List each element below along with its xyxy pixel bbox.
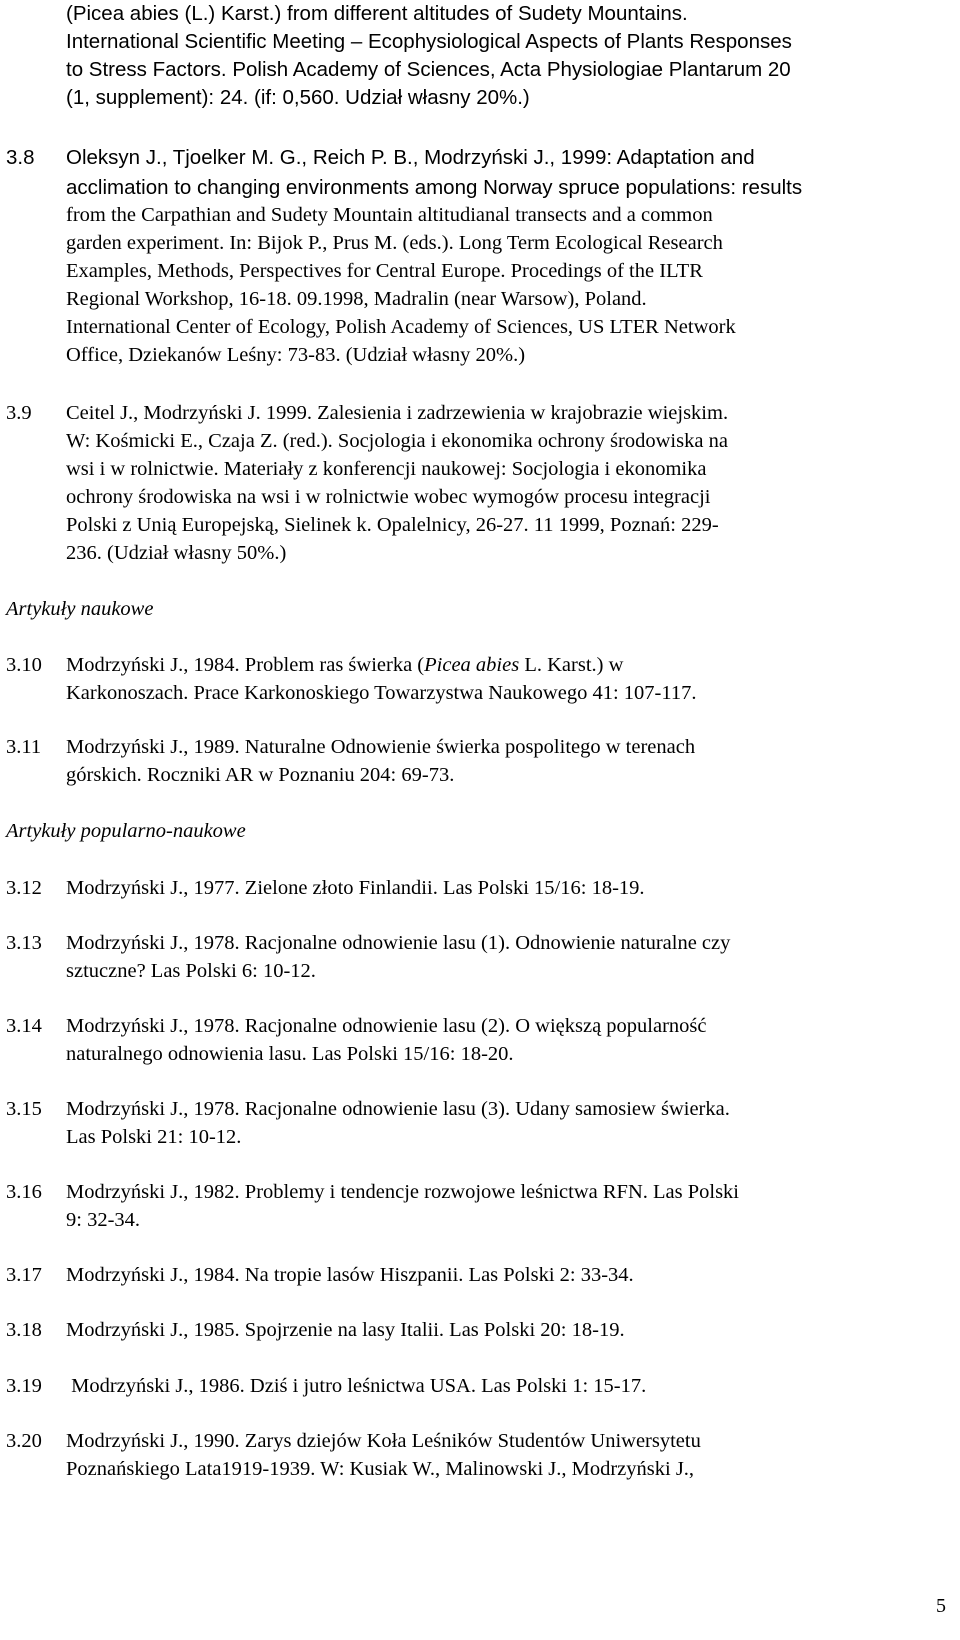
entry-line: Modrzyński J., 1990. Zarys dziejów Koła Leśników Studentów Uniwersytetu <box>66 1430 701 1452</box>
entry-line: naturalnego odnowienia lasu. Las Polski 15/16: 18-20. <box>66 1043 514 1065</box>
entry-line: 9: 32-34. <box>66 1209 141 1231</box>
intro-line: International Scientific Meeting – Ecophysiological Aspects of Plants Responses <box>66 30 792 53</box>
entry-number: 3.16 <box>6 1181 42 1203</box>
entry-number: 3.19 <box>6 1375 42 1397</box>
entry-number: 3.11 <box>6 736 42 758</box>
entry-text: L. Karst.) w <box>519 654 624 676</box>
entry-line: Oleksyn J., Tjoelker M. G., Reich P. B., Modrzyński J., 1999: Adaptation and <box>66 146 755 169</box>
entry-number: 3.18 <box>6 1319 42 1341</box>
entry-line: Ceitel J., Modrzyński J. 1999. Zalesienia i zadrzewienia w krajobrazie wiejskim. <box>66 402 729 424</box>
entry-line: International Center of Ecology, Polish Academy of Sciences, US LTER Network <box>66 316 736 338</box>
entry-line: Modrzyński J., 1978. Racjonalne odnowienie lasu (3). Udany samosiew świerka. <box>66 1098 730 1120</box>
section-heading-articles: Artykuły naukowe <box>6 598 154 620</box>
entry-line: Modrzyński J., 1982. Problemy i tendencje rozwojowe leśnictwa RFN. Las Polski <box>66 1181 739 1203</box>
entry-line: Modrzyński J., 1989. Naturalne Odnowienie świerka pospolitego w terenach <box>66 736 696 758</box>
entry-number: 3.8 <box>6 146 35 169</box>
entry-line: Modrzyński J., 1984. Na tropie lasów Hiszpanii. Las Polski 2: 33-34. <box>66 1264 634 1286</box>
entry-line: Modrzyński J., 1985. Spojrzenie na lasy Italii. Las Polski 20: 18-19. <box>66 1319 625 1341</box>
entry-line: Poznańskiego Lata1919-1939. W: Kusiak W., Malinowski J., Modrzyński J., <box>66 1458 695 1480</box>
entry-line: from the Carpathian and Sudety Mountain altitudianal transects and a common <box>66 204 713 226</box>
entry-line: Modrzyński J., 1977. Zielone złoto Finlandii. Las Polski 15/16: 18-19. <box>66 877 645 899</box>
entry-line: Regional Workshop, 16-18. 09.1998, Madralin (near Warsow), Poland. <box>66 288 647 310</box>
entry-number: 3.17 <box>6 1264 42 1286</box>
entry-line: Karkonoszach. Prace Karkonoskiego Towarzystwa Naukowego 41: 107-117. <box>66 682 697 704</box>
entry-line: wsi i w rolnictwie. Materiały z konferencji naukowej: Socjologia i ekonomika <box>66 458 707 480</box>
entry-line: acclimation to changing environments among Norway spruce populations: results <box>66 176 803 199</box>
entry-number: 3.12 <box>6 877 42 899</box>
entry-line: górskich. Roczniki AR w Poznaniu 204: 69-73. <box>66 764 455 786</box>
entry-number: 3.9 <box>6 402 32 424</box>
entry-number: 3.14 <box>6 1015 42 1037</box>
entry-line: 236. (Udział własny 50%.) <box>66 542 287 564</box>
entry-number: 3.13 <box>6 932 42 954</box>
entry-line: ochrony środowiska na wsi i w rolnictwie wobec wymogów procesu integracji <box>66 486 711 508</box>
entry-text: Modrzyński J., 1984. Problem ras świerka ( <box>66 654 425 676</box>
page-number: 5 <box>936 1595 946 1617</box>
entry-line: Modrzyński J., 1978. Racjonalne odnowienie lasu (2). O większą popularność <box>66 1015 707 1037</box>
entry-line <box>66 653 623 677</box>
entry-line: Examples, Methods, Perspectives for Central Europe. Procedings of the ILTR <box>66 260 703 282</box>
section-heading-popular: Artykuły popularno-naukowe <box>6 820 246 842</box>
entry-line: Office, Dziekanów Leśny: 73-83. (Udział własny 20%.) <box>66 344 526 366</box>
entry-number: 3.10 <box>6 654 42 676</box>
intro-line: (Picea abies (L.) Karst.) from different altitudes of Sudety Mountains. <box>66 2 688 25</box>
entry-line: Modrzyński J., 1978. Racjonalne odnowienie lasu (1). Odnowienie naturalne czy <box>66 932 731 954</box>
entry-line: Las Polski 21: 10-12. <box>66 1126 242 1148</box>
entry-line: Polski z Unią Europejską, Sielinek k. Opalelnicy, 26-27. 11 1999, Poznań: 229- <box>66 514 719 536</box>
entry-line: garden experiment. In: Bijok P., Prus M. (eds.). Long Term Ecological Research <box>66 232 723 254</box>
entry-number: 3.20 <box>6 1430 42 1452</box>
intro-line: to Stress Factors. Polish Academy of Sciences, Acta Physiologiae Plantarum 20 <box>66 58 791 81</box>
species-name: Picea abies <box>424 654 520 676</box>
intro-line: (1, supplement): 24. (if: 0,560. Udział własny 20%.) <box>66 86 530 109</box>
entry-line: Modrzyński J., 1986. Dziś i jutro leśnictwa USA. Las Polski 1: 15-17. <box>66 1375 647 1397</box>
entry-line: sztuczne? Las Polski 6: 10-12. <box>66 960 316 982</box>
entry-number: 3.15 <box>6 1098 42 1120</box>
entry-line: W: Kośmicki E., Czaja Z. (red.). Socjologia i ekonomika ochrony środowiska na <box>66 430 728 452</box>
